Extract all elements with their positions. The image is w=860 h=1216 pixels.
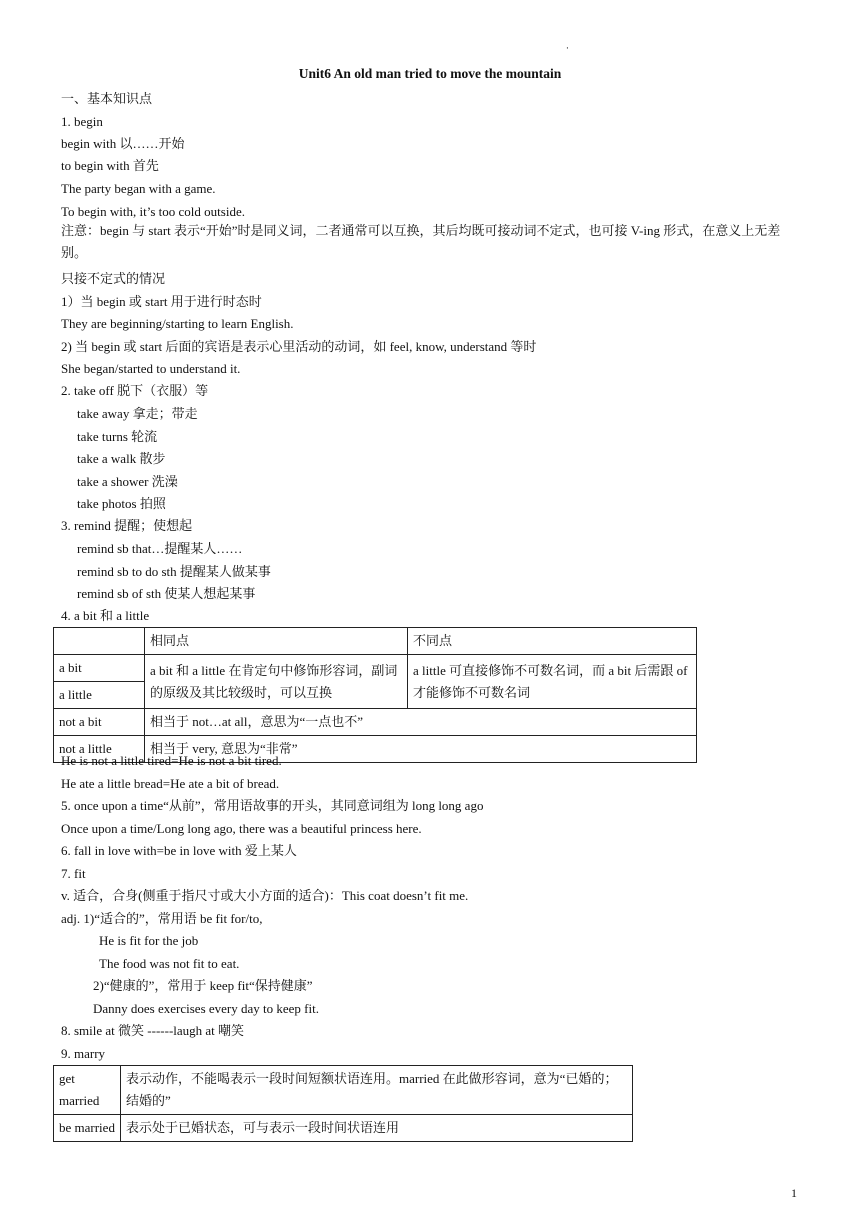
fit-verb: v. 适合，合身(侧重于指尺寸或大小方面的适合)：This coat doesn’t fit me.: [61, 888, 469, 903]
table-cell-diff: a little 可直接修饰不可数名词，而 a bit 后需跟 of 才能修饰不可数名词: [408, 655, 697, 709]
header-mark: ·: [566, 44, 569, 54]
begin-only-inf: 只接不定式的情况: [61, 271, 166, 286]
take-item: take turns 轮流: [77, 429, 158, 444]
table-cell-be-married: 表示处于已婚状态，可与表示一段时间状语连用: [121, 1115, 633, 1142]
abit-example: He is not a little tired=He is not a bit tired.: [61, 753, 282, 768]
begin-case2: 2) 当 begin 或 start 后面的宾语是表示心里活动的动词，如 feel, know, understand 等时: [61, 339, 537, 354]
item-remind-heading: 3. remind 提醒；使想起: [61, 518, 193, 533]
fit-adj-example: The food was not fit to eat.: [99, 956, 240, 971]
section-heading: 一、基本知识点: [61, 91, 153, 106]
take-item: take a walk 散步: [77, 451, 166, 466]
begin-note: 注意：begin 与 start 表示“开始”时是同义词，二者通常可以互换，其后均既可接动词不定式，也可接 V-ing 形式，在意义上无差别。: [61, 223, 781, 260]
table-header-diff: 不同点: [408, 628, 697, 655]
table-corner-cell: [54, 628, 145, 655]
remind-item: remind sb to do sth 提醒某人做某事: [77, 564, 271, 579]
item-take-heading: 2. take off 脱下（衣服）等: [61, 383, 209, 398]
remind-item: remind sb that…提醒某人……: [77, 541, 243, 556]
table-row-label: not a little: [54, 736, 145, 763]
table-cell-get-married: 表示动作，不能喝表示一段时间短额状语连用。married 在此做形容词，意为“已婚的；结婚的”: [121, 1066, 633, 1115]
table-row-label: not a bit: [54, 709, 145, 736]
table-row-label: a little: [54, 682, 145, 709]
begin-line: The party began with a game.: [61, 181, 216, 196]
begin-case2-example: She began/started to understand it.: [61, 361, 241, 376]
fit-adj2: 2)“健康的”，常用于 keep fit“保持健康”: [93, 978, 313, 993]
begin-case1: 1）当 begin 或 start 用于进行时态时: [61, 294, 262, 309]
begin-line: begin with 以……开始: [61, 136, 185, 151]
item-once-heading: 5. once upon a time“从前”，常用语故事的开头，其同意词组为 long long ago: [61, 798, 484, 813]
item-smile-heading: 8. smile at 微笑 ------laugh at 嘲笑: [61, 1023, 245, 1038]
item-begin-heading: 1. begin: [61, 114, 103, 129]
table-cell-same: a bit 和 a little 在肯定句中修饰形容词，副词的原级及其比较级时，可以互换: [145, 655, 408, 709]
item-fall-heading: 6. fall in love with=be in love with 爱上某人: [61, 843, 297, 858]
table-cell-notalittle: 相当于 very, 意思为“非常”: [145, 736, 697, 763]
item-marry-heading: 9. marry: [61, 1046, 106, 1061]
table-row-label: a bit: [54, 655, 145, 682]
table-row-label: be married: [54, 1115, 121, 1142]
fit-adj2-example: Danny does exercises every day to keep fit.: [93, 1001, 319, 1016]
table-row-label: get married: [54, 1066, 121, 1115]
page-number: 1: [791, 1186, 797, 1200]
abit-comparison-table: [53, 627, 697, 763]
once-example: Once upon a time/Long long ago, there was a beautiful princess here.: [61, 821, 422, 836]
take-item: take photos 拍照: [77, 496, 166, 511]
remind-item: remind sb of sth 使某人想起某事: [77, 586, 256, 601]
abit-example: He ate a little bread=He ate a bit of bread.: [61, 776, 280, 791]
item-abit-heading: 4. a bit 和 a little: [61, 608, 150, 623]
fit-adj-example: He is fit for the job: [99, 933, 199, 948]
item-fit-heading: 7. fit: [61, 866, 86, 881]
table-header-same: 相同点: [145, 628, 408, 655]
take-item: take a shower 洗澡: [77, 474, 178, 489]
begin-case1-example: They are beginning/starting to learn English.: [61, 316, 294, 331]
table-cell-notabit: 相当于 not…at all，意思为“一点也不”: [145, 709, 697, 736]
begin-line: to begin with 首先: [61, 158, 159, 173]
marry-table: [53, 1065, 633, 1142]
fit-adj: adj. 1)“适合的”，常用语 be fit for/to,: [61, 911, 263, 926]
begin-line: To begin with, it’s too cold outside.: [61, 204, 245, 219]
take-item: take away 拿走；带走: [77, 406, 198, 421]
page-title: Unit6 An old man tried to move the mountain: [298, 66, 562, 81]
